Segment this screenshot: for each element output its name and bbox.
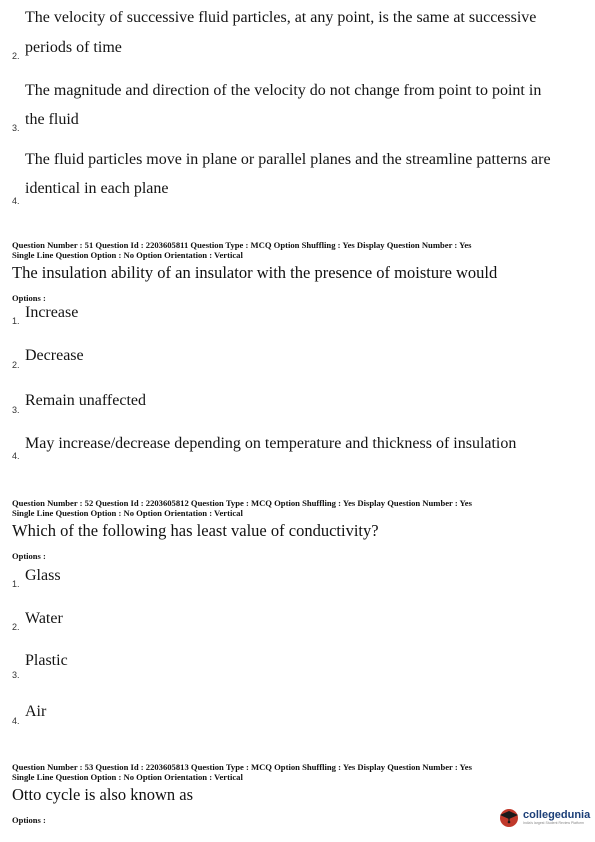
q52-option-2-text: Water — [25, 610, 63, 627]
q52-options-label: Options : — [12, 551, 46, 561]
watermark-brand: collegedunia — [523, 808, 591, 821]
q50-option-3-line1: The magnitude and direction of the velocity do not change from point to point in — [25, 82, 542, 99]
q52-meta-line1: Question Number : 52 Question Id : 2203605812 Question Type : MCQ Option Shuffling : Yes Display Question Number : Yes — [12, 498, 472, 508]
q51-meta-line2: Single Line Question Option : No Option Orientation : Vertical — [12, 250, 243, 260]
q52-option-1-number: 1. — [12, 579, 20, 589]
collegedunia-watermark — [498, 806, 590, 828]
q50-option-4-line2: identical in each plane — [25, 180, 169, 197]
q52-meta-line2: Single Line Question Option : No Option Orientation : Vertical — [12, 508, 243, 518]
watermark-tagline: India's largest Student Review Platform — [523, 820, 584, 825]
q51-option-1-number: 1. — [12, 316, 20, 326]
q51-option-2-text: Decrease — [25, 347, 84, 364]
q53-meta-line2: Single Line Question Option : No Option Orientation : Vertical — [12, 772, 243, 782]
q51-option-3-number: 3. — [12, 405, 20, 415]
q50-option-3-number: 3. — [12, 123, 20, 133]
q53-question-text: Otto cycle is also known as — [12, 785, 194, 804]
q51-question-text: The insulation ability of an insulator with the presence of moisture would — [12, 263, 498, 282]
q53-options-label: Options : — [12, 815, 46, 825]
q50-option-2-line1: The velocity of successive fluid particles, at any point, is the same at successive — [25, 9, 537, 26]
q51-options-label: Options : — [12, 293, 46, 303]
graduation-cap-icon — [498, 806, 520, 828]
q52-question-text: Which of the following has least value of conductivity? — [12, 521, 379, 540]
q51-meta-line1: Question Number : 51 Question Id : 2203605811 Question Type : MCQ Option Shuffling : Yes Display Question Number : Yes — [12, 240, 472, 250]
q51-option-1-text: Increase — [25, 304, 79, 321]
q52-option-4-number: 4. — [12, 716, 20, 726]
q52-option-2-number: 2. — [12, 622, 20, 632]
q51-option-4-text: May increase/decrease depending on temperature and thickness of insulation — [25, 435, 517, 452]
q50-option-3-line2: the fluid — [25, 111, 79, 128]
q52-option-3-number: 3. — [12, 670, 20, 680]
q51-option-3-text: Remain unaffected — [25, 392, 146, 409]
q50-option-4-line1: The fluid particles move in plane or parallel planes and the streamline patterns are — [25, 151, 551, 168]
q50-option-2-line2: periods of time — [25, 39, 122, 56]
q50-option-2-number: 2. — [12, 51, 20, 61]
q52-option-3-text: Plastic — [25, 652, 68, 669]
q53-meta-line1: Question Number : 53 Question Id : 2203605813 Question Type : MCQ Option Shuffling : Yes Display Question Number : Yes — [12, 762, 472, 772]
q52-option-4-text: Air — [25, 703, 47, 720]
q51-option-2-number: 2. — [12, 360, 20, 370]
q51-option-4-number: 4. — [12, 451, 20, 461]
q52-option-1-text: Glass — [25, 567, 61, 584]
q50-option-4-number: 4. — [12, 196, 20, 206]
